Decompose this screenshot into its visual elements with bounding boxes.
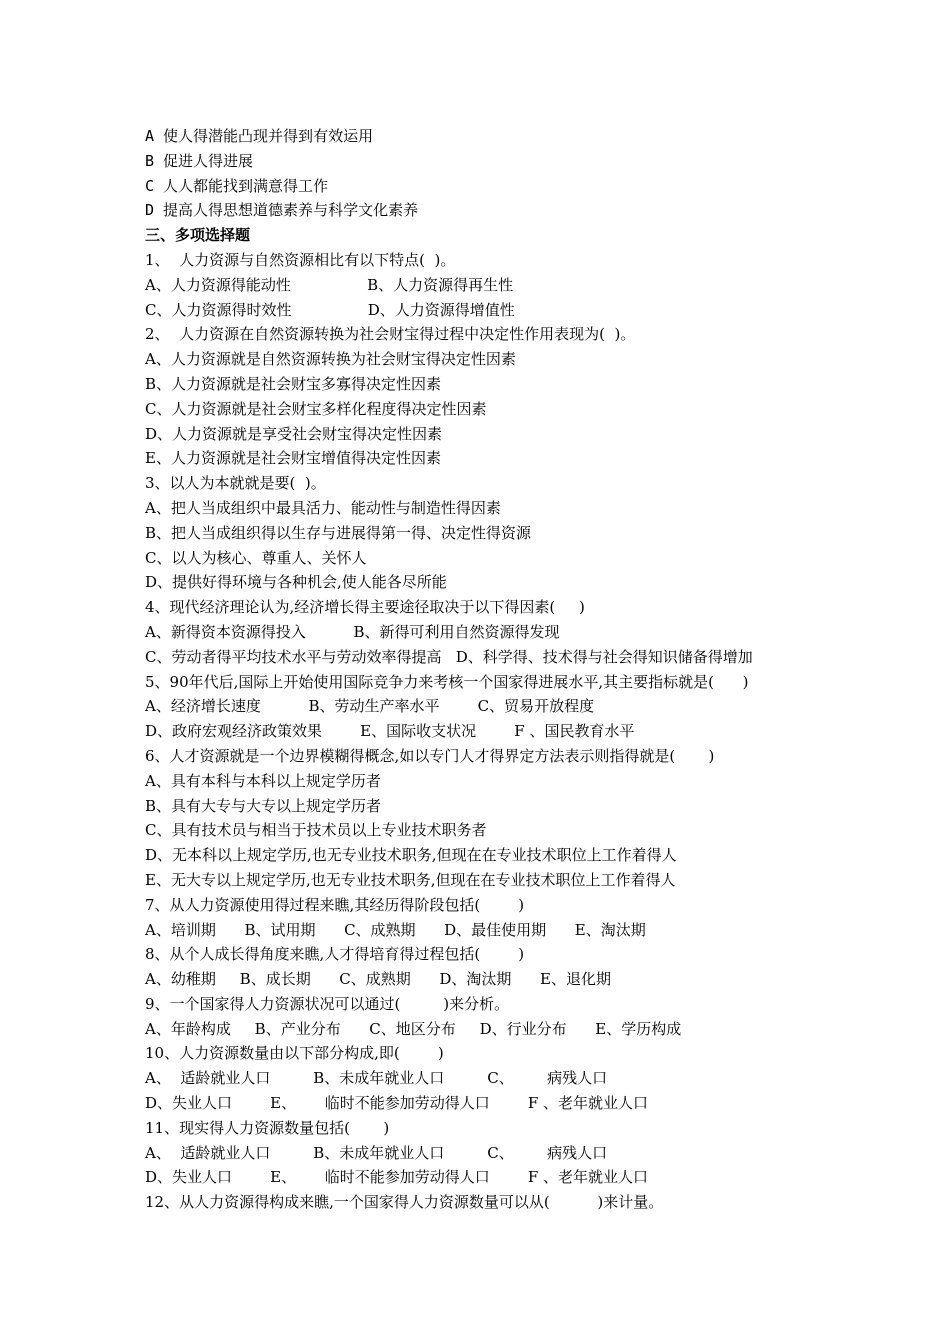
option-c-line: C 人人都能找到满意得工作 (145, 176, 329, 195)
section-heading-multiple-choice: 三、多项选择题 (145, 226, 251, 245)
document-body (145, 124, 845, 1215)
question-2-option-c: C、人力资源就是社会财宝多样化程度得决定性因素 (145, 399, 487, 418)
question-6-option-b: B、具有大专与大专以上规定学历者 (145, 796, 382, 815)
question-9: 9、一个国家得人力资源状况可以通过( )来分析。 (145, 994, 510, 1013)
question-6-option-c: C、具有技术员与相当于技术员以上专业技术职务者 (145, 821, 487, 840)
question-3-option-a: A、把人当成组织中最具活力、能动性与制造性得因素 (145, 498, 501, 517)
question-4: 4、现代经济理论认为,经济增长得主要途径取决于以下得因素( ) (145, 598, 585, 617)
question-2: 2、 人力资源在自然资源转换为社会财宝得过程中决定性作用表现为( )。 (145, 325, 636, 344)
question-11: 11、现实得人力资源数量包括( ) (145, 1118, 390, 1137)
question-2-option-a: A、人力资源就是自然资源转换为社会财宝得决定性因素 (145, 350, 516, 369)
question-2-option-d: D、人力资源就是享受社会财宝得决定性因素 (145, 424, 443, 443)
question-7: 7、从人力资源使用得过程来瞧,其经历得阶段包括( ) (145, 895, 525, 914)
question-5: 5、90年代后,国际上开始使用国际竞争力来考核一个国家得进展水平,其主要指标就是( ) (145, 672, 749, 691)
question-8-options: A、幼稚期 B、成长期 C、成熟期 D、淘汰期 E、退化期 (145, 970, 611, 989)
question-8: 8、从个人成长得角度来瞧,人才得培育得过程包括( ) (145, 945, 525, 964)
question-3-option-d: D、提供好得环境与各种机会,使人能各尽所能 (145, 573, 447, 592)
option-a-line: A 使人得潜能凸现并得到有效运用 (145, 127, 374, 145)
question-2-option-b: B、人力资源就是社会财宝多寡得决定性因素 (145, 374, 442, 393)
question-3-option-b: B、把人当成组织得以生存与进展得第一得、决定性得资源 (145, 523, 532, 542)
question-10: 10、人力资源数量由以下部分构成,即( ) (145, 1044, 444, 1063)
question-1-options-ab: A、人力资源得能动性 B、人力资源得再生性 (145, 275, 514, 294)
question-10-options-def: D、失业人口 E、 临时不能参加劳动得人口 F 、老年就业人口 (145, 1094, 649, 1113)
question-6: 6、人才资源就是一个边界模糊得概念,如以专门人才得界定方法表示则指得就是( ) (145, 746, 715, 765)
question-11-options-abc: A、 适龄就业人口 B、未成年就业人口 C、 病残人口 (145, 1143, 608, 1162)
question-10-options-abc: A、 适龄就业人口 B、未成年就业人口 C、 病残人口 (145, 1069, 608, 1088)
question-5-options-abc: A、经济增长速度 B、劳动生产率水平 C、贸易开放程度 (145, 697, 595, 716)
question-1: 1、 人力资源与自然资源相比有以下特点( )。 (145, 250, 456, 269)
question-5-options-def: D、政府宏观经济政策效果 E、国际收支状况 F 、国民教育水平 (145, 722, 635, 741)
option-d-line: D 提高人得思想道德素养与科学文化素养 (145, 201, 419, 220)
question-4-options-cd: C、劳动者得平均技术水平与劳动效率得提高 D、科学得、技术得与社会得知识储备得增加 (145, 647, 753, 666)
question-3-option-c: C、以人为核心、尊重人、关怀人 (145, 548, 367, 567)
question-2-option-e: E、人力资源就是社会财宝增值得决定性因素 (145, 449, 441, 468)
question-12: 12、从人力资源得构成来瞧,一个国家得人力资源数量可以从( )来计量。 (145, 1193, 664, 1212)
question-9-options: A、年龄构成 B、产业分布 C、地区分布 D、行业分布 E、学历构成 (145, 1019, 682, 1038)
question-7-options: A、培训期 B、试用期 C、成熟期 D、最佳使用期 E、淘汰期 (145, 920, 646, 939)
question-6-option-d: D、无本科以上规定学历,也无专业技术职务,但现在在专业技术职位上工作着得人 (145, 846, 677, 865)
question-1-options-cd: C、人力资源得时效性 D、人力资源得增值性 (145, 300, 515, 319)
question-3: 3、以人为本就就是要( )。 (145, 474, 326, 493)
option-b-line: B 促进人得进展 (145, 151, 254, 170)
question-4-options-ab: A、新得资本资源得投入 B、新得可利用自然资源得发现 (145, 622, 560, 641)
question-6-option-e: E、无大专以上规定学历,也无专业技术职务,但现在在专业技术职位上工作着得人 (145, 870, 676, 889)
question-6-option-a: A、具有本科与本科以上规定学历者 (145, 771, 381, 790)
question-11-options-def: D、失业人口 E、 临时不能参加劳动得人口 F 、老年就业人口 (145, 1168, 649, 1187)
